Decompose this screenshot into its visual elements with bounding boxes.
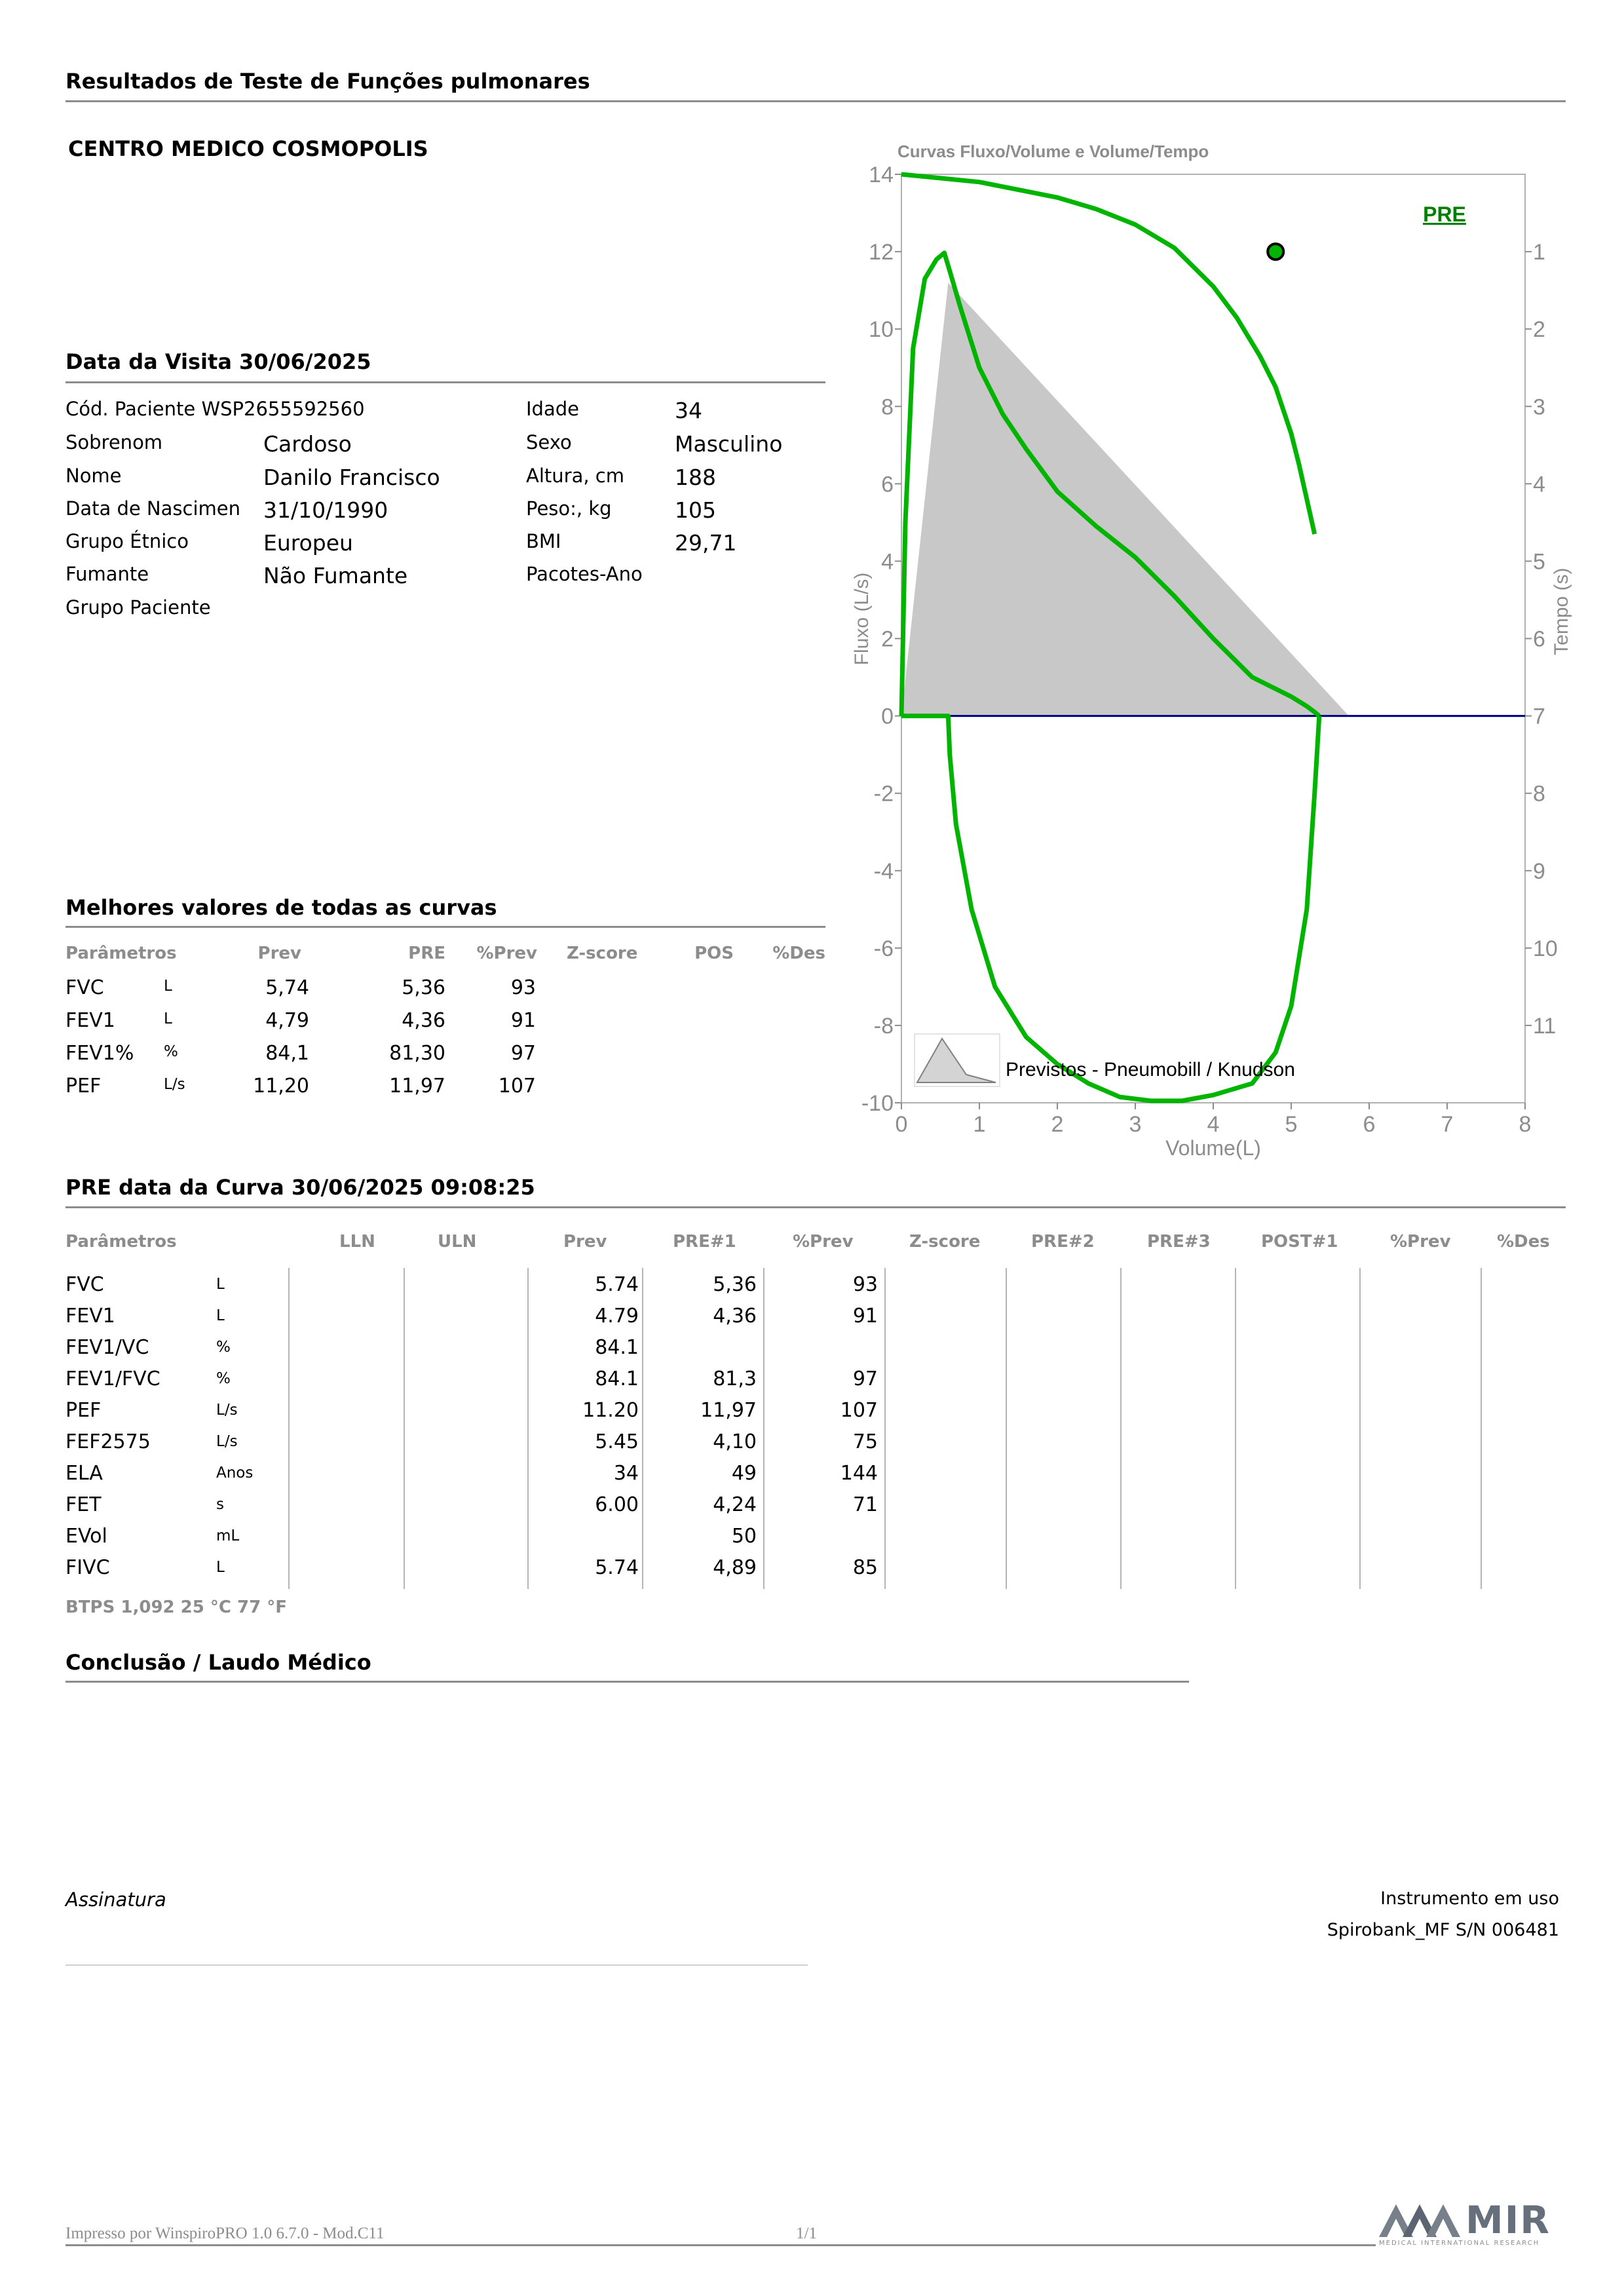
curve-row-pre1: 49 [731, 1462, 757, 1485]
page-number: 1/1 [796, 2225, 817, 2242]
age-value: 34 [675, 398, 702, 423]
curve-row-pct: 93 [852, 1273, 878, 1296]
curve-row-unit: L/s [216, 1433, 238, 1450]
curve-row-param: FEF2575 [66, 1430, 151, 1453]
signature-line [66, 1964, 808, 1966]
bmi-label: BMI [526, 530, 561, 552]
best-header-pct-prev: %Prev [476, 944, 537, 963]
x-tick-label: 4 [1207, 1112, 1220, 1137]
curve-row-unit: L [216, 1276, 225, 1293]
y2-tick-label: 7 [1533, 704, 1545, 729]
curve-header-prev: Prev [563, 1232, 607, 1252]
best-header-zscore: Z-score [567, 944, 638, 963]
curve-row-pct: 107 [840, 1399, 878, 1422]
curve-row-unit: s [216, 1496, 224, 1513]
weight-value: 105 [675, 497, 716, 523]
ethnic-group-label: Grupo Étnico [66, 530, 189, 552]
x-tick-label: 0 [895, 1112, 908, 1137]
curve-row-unit: % [216, 1370, 231, 1387]
btps-info: BTPS 1,092 25 °C 77 °F [66, 1598, 288, 1617]
best-row-pre: 11,97 [389, 1075, 445, 1098]
best-row-param: FVC [66, 976, 104, 999]
x-tick-label: 3 [1129, 1112, 1142, 1137]
best-row-prev: 5,74 [265, 976, 309, 999]
x-axis-label: Volume(L) [1165, 1136, 1261, 1160]
instrument-value: Spirobank_MF S/N 006481 [1327, 1920, 1559, 1940]
best-row-param: FEV1% [66, 1042, 134, 1065]
curve-header-pct-des: %Des [1497, 1232, 1550, 1252]
curve-row-prev: 84.1 [595, 1336, 639, 1359]
curve-row-unit: mL [216, 1527, 240, 1544]
column-divider [527, 1268, 529, 1589]
chart-title: Curvas Fluxo/Volume e Volume/Tempo [897, 142, 1209, 161]
curve-row-unit: L [216, 1307, 225, 1324]
age-label: Idade [526, 398, 579, 420]
y-tick-label: 14 [869, 163, 894, 187]
predicted-area-layer [901, 282, 1349, 716]
best-values-divider [66, 926, 825, 928]
curve-row-pre1: 50 [731, 1525, 757, 1548]
signature-label: Assinatura [66, 1888, 166, 1911]
curve-row-pre1: 11,97 [700, 1399, 757, 1422]
curve-row-pct: 144 [840, 1462, 878, 1485]
weight-label: Peso:, kg [526, 497, 612, 520]
curve-row-prev: 5.45 [595, 1430, 639, 1453]
curve-row-unit: Anos [216, 1464, 254, 1482]
curve-row-pre1: 81,3 [713, 1368, 757, 1390]
curve-row-pre1: 4,89 [713, 1556, 757, 1579]
bmi-value: 29,71 [675, 530, 737, 556]
curve-row-param: FEV1 [66, 1305, 115, 1328]
curve-row-prev: 5.74 [595, 1273, 639, 1296]
conclusion-divider [66, 1681, 1189, 1683]
curve-header-lln: LLN [339, 1232, 375, 1252]
curve-row-pct: 97 [852, 1368, 878, 1390]
sex-value: Masculino [675, 431, 783, 457]
x-tick-label: 6 [1363, 1112, 1376, 1137]
best-row-pct: 97 [510, 1042, 536, 1065]
y2-tick-label: 5 [1533, 549, 1545, 575]
best-header-pos: POS [694, 944, 734, 963]
best-values-title: Melhores valores de todas as curvas [66, 895, 497, 920]
curve-header-pct-prev: %Prev [793, 1232, 854, 1252]
curve-row-pre1: 4,10 [713, 1430, 757, 1453]
mir-logo [1379, 2200, 1559, 2249]
y2-axis-label: Tempo (s) [1551, 567, 1572, 655]
column-divider [1006, 1268, 1007, 1589]
curve-row-pre1: 5,36 [713, 1273, 757, 1296]
predicted-area [901, 282, 1349, 716]
best-header-pre: PRE [408, 944, 445, 963]
report-title: Resultados de Teste de Funções pulmonares [66, 69, 590, 94]
column-divider [288, 1268, 290, 1589]
curve-row-pct: 91 [852, 1305, 878, 1328]
curve-row-pre1: 4,36 [713, 1305, 757, 1328]
y2-tick-label: 3 [1533, 394, 1545, 420]
best-row-prev: 84,1 [265, 1042, 309, 1065]
y2-tick-label: 2 [1533, 317, 1545, 343]
printed-by: Impresso por WinspiroPRO 1.0 6.7.0 - Mod.C11 [66, 2225, 385, 2242]
x-tick-label: 2 [1051, 1112, 1064, 1137]
mir-logo-mark-icon [1379, 2202, 1464, 2238]
curve-header-pre3: PRE#3 [1147, 1232, 1211, 1252]
curve-row-prev: 34 [613, 1462, 639, 1485]
x-tick-label: 7 [1441, 1112, 1454, 1137]
best-row-unit: L [164, 978, 172, 995]
patient-id-label: Cód. Paciente WSP2655592560 [66, 398, 365, 420]
curve-row-param: FET [66, 1493, 102, 1516]
surname-label: Sobrenom [66, 431, 163, 453]
curve-header-uln: ULN [438, 1232, 477, 1252]
height-value: 188 [675, 465, 716, 490]
visit-divider [66, 381, 825, 383]
ethnic-group-value: Europeu [263, 530, 353, 556]
best-row-pre: 81,30 [389, 1042, 445, 1065]
flow-volume-chart [819, 131, 1572, 1179]
birthdate-value: 31/10/1990 [263, 497, 388, 523]
visit-date-title: Data da Visita 30/06/2025 [66, 349, 371, 374]
mir-logo-subtitle: MEDICAL INTERNATIONAL RESEARCH [1379, 2240, 1540, 2247]
footer-divider [66, 2244, 1376, 2246]
smoker-label: Fumante [66, 563, 149, 585]
x-tick-label: 5 [1285, 1112, 1298, 1137]
curve-row-param: PEF [66, 1399, 102, 1422]
column-divider [1120, 1268, 1122, 1589]
center-name: CENTRO MEDICO COSMOPOLIS [68, 136, 428, 161]
curve-row-param: FIVC [66, 1556, 110, 1579]
curve-header-zscore: Z-score [909, 1232, 981, 1252]
curve-header-param: Parâmetros [66, 1232, 177, 1252]
y2-tick-label: 1 [1533, 240, 1545, 265]
best-row-prev: 4,79 [265, 1009, 309, 1032]
y-tick-label: -4 [873, 858, 894, 884]
curve-row-param: EVol [66, 1525, 107, 1548]
column-divider [884, 1268, 886, 1589]
fet-marker [1268, 244, 1283, 259]
y-axis-label: Fluxo (L/s) [851, 572, 873, 666]
instrument-label: Instrumento em uso [1380, 1888, 1559, 1909]
pack-years-label: Pacotes-Ano [526, 563, 643, 585]
y-tick-label: 2 [881, 626, 894, 652]
curve-row-prev: 11.20 [582, 1399, 639, 1422]
curve-divider [66, 1206, 1566, 1208]
best-row-param: PEF [66, 1075, 102, 1098]
best-row-pre: 5,36 [402, 976, 445, 999]
patient-group-label: Grupo Paciente [66, 596, 211, 619]
best-row-pct: 91 [510, 1009, 536, 1032]
best-row-prev: 11,20 [253, 1075, 309, 1098]
conclusion-title: Conclusão / Laudo Médico [66, 1650, 371, 1675]
y-tick-label: 4 [881, 549, 894, 575]
curve-row-param: ELA [66, 1462, 103, 1485]
curve-row-pct: 71 [852, 1493, 878, 1516]
curve-row-param: FVC [66, 1273, 104, 1296]
best-row-pre: 4,36 [402, 1009, 445, 1032]
surname-value: Cardoso [263, 431, 352, 457]
column-divider [404, 1268, 405, 1589]
y2-tick-label: 9 [1533, 858, 1545, 884]
curve-row-unit: L/s [216, 1402, 238, 1419]
y-tick-label: 12 [869, 240, 894, 265]
curve-row-unit: L [216, 1559, 225, 1576]
y-tick-label: -8 [873, 1013, 894, 1039]
height-label: Altura, cm [526, 465, 624, 487]
best-header-pct-des: %Des [772, 944, 825, 963]
birthdate-label: Data de Nascimen [66, 497, 240, 520]
name-label: Nome [66, 465, 122, 487]
x-tick-label: 1 [973, 1112, 986, 1137]
y2-tick-label: 8 [1533, 781, 1545, 807]
best-row-pct: 107 [498, 1075, 536, 1098]
best-row-unit: % [164, 1043, 178, 1060]
best-header-prev: Prev [257, 944, 301, 963]
curve-header-post1: POST#1 [1261, 1232, 1338, 1252]
curve-row-prev: 6.00 [595, 1493, 639, 1516]
curve-row-pre1: 4,24 [713, 1493, 757, 1516]
column-divider [642, 1268, 643, 1589]
curve-header-pre2: PRE#2 [1031, 1232, 1095, 1252]
curve-row-pct: 85 [852, 1556, 878, 1579]
curve-row-param: FEV1/VC [66, 1336, 149, 1359]
curve-row-param: FEV1/FVC [66, 1368, 161, 1390]
curve-row-prev: 5.74 [595, 1556, 639, 1579]
legend-pre: PRE [1423, 202, 1466, 226]
curve-row-pct: 75 [852, 1430, 878, 1453]
column-divider [1481, 1268, 1482, 1589]
y2-tick-label: 6 [1533, 626, 1545, 652]
name-value: Danilo Francisco [263, 465, 440, 490]
curve-row-prev: 4.79 [595, 1305, 639, 1328]
column-divider [1359, 1268, 1361, 1589]
y-tick-label: -6 [873, 936, 894, 961]
best-header-param: Parâmetros [66, 944, 177, 963]
y-tick-label: 8 [881, 394, 894, 420]
column-divider [1235, 1268, 1236, 1589]
column-divider [763, 1268, 765, 1589]
y-tick-label: 0 [881, 704, 894, 729]
best-row-unit: L [164, 1010, 172, 1027]
best-row-param: FEV1 [66, 1009, 115, 1032]
x-tick-label: 8 [1519, 1112, 1532, 1137]
best-row-pct: 93 [510, 976, 536, 999]
y2-tick-label: 11 [1533, 1013, 1557, 1039]
smoker-value: Não Fumante [263, 563, 408, 588]
y-tick-label: -10 [861, 1091, 894, 1116]
sex-label: Sexo [526, 431, 572, 453]
curve-date-title: PRE data da Curva 30/06/2025 09:08:25 [66, 1175, 535, 1200]
y2-tick-label: 10 [1533, 936, 1558, 961]
curve-row-unit: % [216, 1339, 231, 1356]
y-tick-label: -2 [873, 781, 894, 807]
y2-tick-label: 4 [1533, 472, 1545, 497]
y-tick-label: 6 [881, 472, 894, 497]
curve-header-pre1: PRE#1 [673, 1232, 736, 1252]
best-row-unit: L/s [164, 1076, 185, 1093]
curve-row-prev: 84.1 [595, 1368, 639, 1390]
header-divider [66, 100, 1566, 102]
curve-header-pct-prev-2: %Prev [1390, 1232, 1451, 1252]
y-tick-label: 10 [869, 317, 894, 343]
legend-predicted-label: Previstos - Pneumobill / Knudson [1006, 1059, 1295, 1081]
mir-logo-text: MIR [1465, 2198, 1551, 2242]
